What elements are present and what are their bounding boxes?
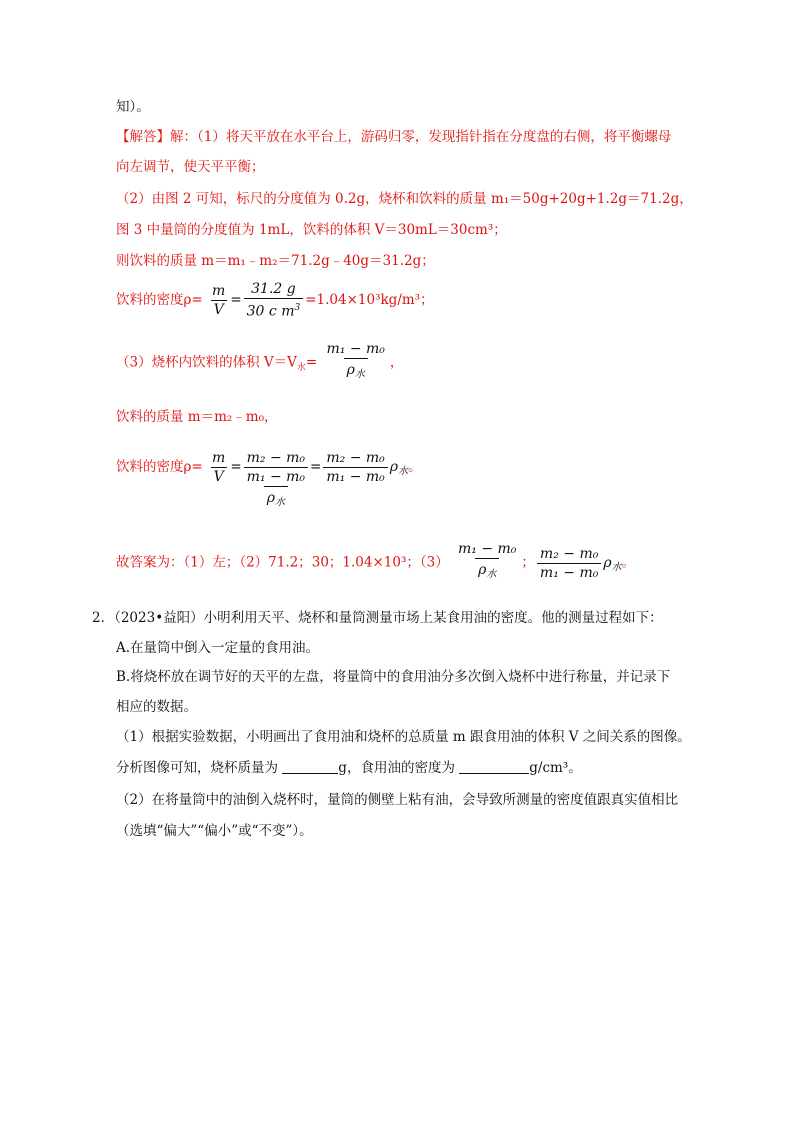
denominator: m₁ − m₀ [323,467,387,486]
line-text: （1）根据实验数据，小明画出了食用油和烧杯的总质量 m 跟食用油的体积 V 之间关系的图像。 [116,729,691,745]
denominator [244,467,308,514]
line-text: （选填“偏大”“偏小”或“不变”）。 [116,823,313,839]
answer-line-1 [116,127,671,147]
density-label: 饮料的密度ρ= [116,459,203,475]
question-2-step-b [116,667,670,687]
rho-symbol: ρ [266,490,275,506]
punctuation: 。 [621,554,636,571]
exponent: 3 [294,303,301,314]
part3-label: （3）烧杯内饮料的体积 V＝V [116,354,297,371]
question-2-part1 [116,727,691,747]
mass-line [116,407,278,427]
rho-subscript: 水 [611,561,622,573]
line-text: 知）。 [116,99,150,115]
question-2-step-b-cont [116,697,197,717]
question-2-step-a [116,638,319,658]
density-formula-1: 饮料的密度ρ= $\frac{m}{V}$ = $\frac{31.2 g}{30 c m^3}$ =1.04×10³kg/m³； [116,281,434,320]
line-text: B.将烧杯放在调节好的天平的左盘，将量筒中的食用油分多次倒入烧杯中进行称量，并记录下 [116,669,671,685]
subscript: 水 [296,363,306,374]
question-2-part2-options [116,821,313,841]
final-answer [116,540,635,590]
density-formula-2: 饮料的密度ρ= $\frac{m}{V}$ = m₂ − m₀ m₁ − m₀ $\rho_水$ = $\frac{\text{m₂ − m₀}}{\text{m₁ − m₀}}$ $\rho_水$。 [116,445,422,514]
numerator: m₁ − m₀ [458,541,517,557]
fraction-density [537,545,601,582]
denominator [244,298,304,321]
punctuation: 。 [408,459,422,475]
numerator: m₂ − m₀ [326,450,385,466]
rho-subscript: 水 [354,369,365,380]
text-line [116,97,150,117]
fraction-volume [324,340,388,386]
denominator [475,558,499,586]
question-2-part1-answers [116,758,582,778]
line-text: 图 3 中量筒的分度值为 1mL，饮料的体积 V＝30mL＝30cm³； [116,222,507,238]
numerator: m₁ − m₀ [326,341,385,357]
numerator: m₂ − m₀ [246,450,306,466]
line-text: 相应的数据。 [116,699,197,715]
fraction-simplified [323,449,387,486]
oil-density-blank[interactable] [459,759,529,774]
equals-sign: = [305,354,318,371]
answer-line-4 [116,251,435,271]
rho-symbol: ρ [346,362,355,378]
answer-line-2 [116,189,693,209]
rho-symbol: ρ [603,554,612,571]
numerator: m [212,283,226,299]
numerator: 31.2 g [251,281,296,298]
denominator: m₁ − m₀ [537,563,601,582]
nested-denominator [264,486,288,514]
rho-water [603,555,621,571]
fraction-volume [455,540,519,586]
density-label: 饮料的密度ρ= [116,292,203,308]
answer-line-1b [116,157,265,177]
denominator: V [211,300,227,319]
density-result: =1.04×10³kg/m³； [305,292,434,308]
separator: ； [521,554,535,571]
rho-water [390,459,408,475]
rho-subscript: 水 [398,466,408,477]
fraction-m-over-v [209,282,228,319]
denominator-text: 30 c m [246,303,295,320]
question-2-part2 [116,790,678,810]
punctuation: ， [389,354,404,371]
rho-subscript: 水 [486,569,497,580]
final-label: 故答案为：（1）左；（2）71.2；30；1.04×10³；（3） [116,554,449,571]
fraction-nested [244,449,308,514]
question-2-heading [92,608,663,628]
line-text: 2．（2023•益阳）小明利用天平、烧杯和量筒测量市场上某食用油的密度。他的测量过程如下： [92,610,663,626]
fraction-m-over-v [209,449,228,486]
line-text: （2）由图 2 可知，标尺的分度值为 0.2g，烧杯和饮料的质量 m₁＝50g+20g+1.2g＝71.2g， [116,191,693,207]
line-text: g，食用油的密度为 [338,760,455,776]
line-text: A.在量筒中倒入一定量的食用油。 [116,640,320,656]
rho-symbol: ρ [478,562,487,578]
denominator: V [211,467,227,486]
rho-symbol: ρ [389,459,398,475]
fraction-value [244,280,304,321]
beaker-mass-blank[interactable] [282,759,338,774]
answer-line-3 [116,220,507,240]
numerator: m₂ − m₀ [539,545,599,562]
numerator: m [212,450,226,466]
line-text: 饮料的质量 m＝m₂﹣m₀， [116,409,278,425]
denominator [344,358,368,386]
line-text: （2）在将量筒中的油倒入烧杯时，量筒的侧壁上粘有油，会导致所测量的密度值跟真实值相比 [116,792,679,808]
answer-tag: 【解答】 [116,129,170,145]
line-text: 则饮料的质量 m＝m₁﹣m₂＝71.2g﹣40g＝31.2g； [116,253,435,269]
rho-subscript: 水 [274,497,285,508]
line-text: g/cm³。 [529,760,582,776]
part3-volume-formula [116,340,403,390]
nested-fraction [247,468,305,514]
line-text: 向左调节，使天平平衡； [116,159,265,175]
line-text: 解：（1）将天平放在水平台上，游码归零，发现指针指在分度盘的右侧，将平衡螺母 [170,129,672,145]
nested-numerator: m₁ − m₀ [246,469,306,485]
line-text: 分析图像可知，烧杯质量为 [116,760,278,776]
